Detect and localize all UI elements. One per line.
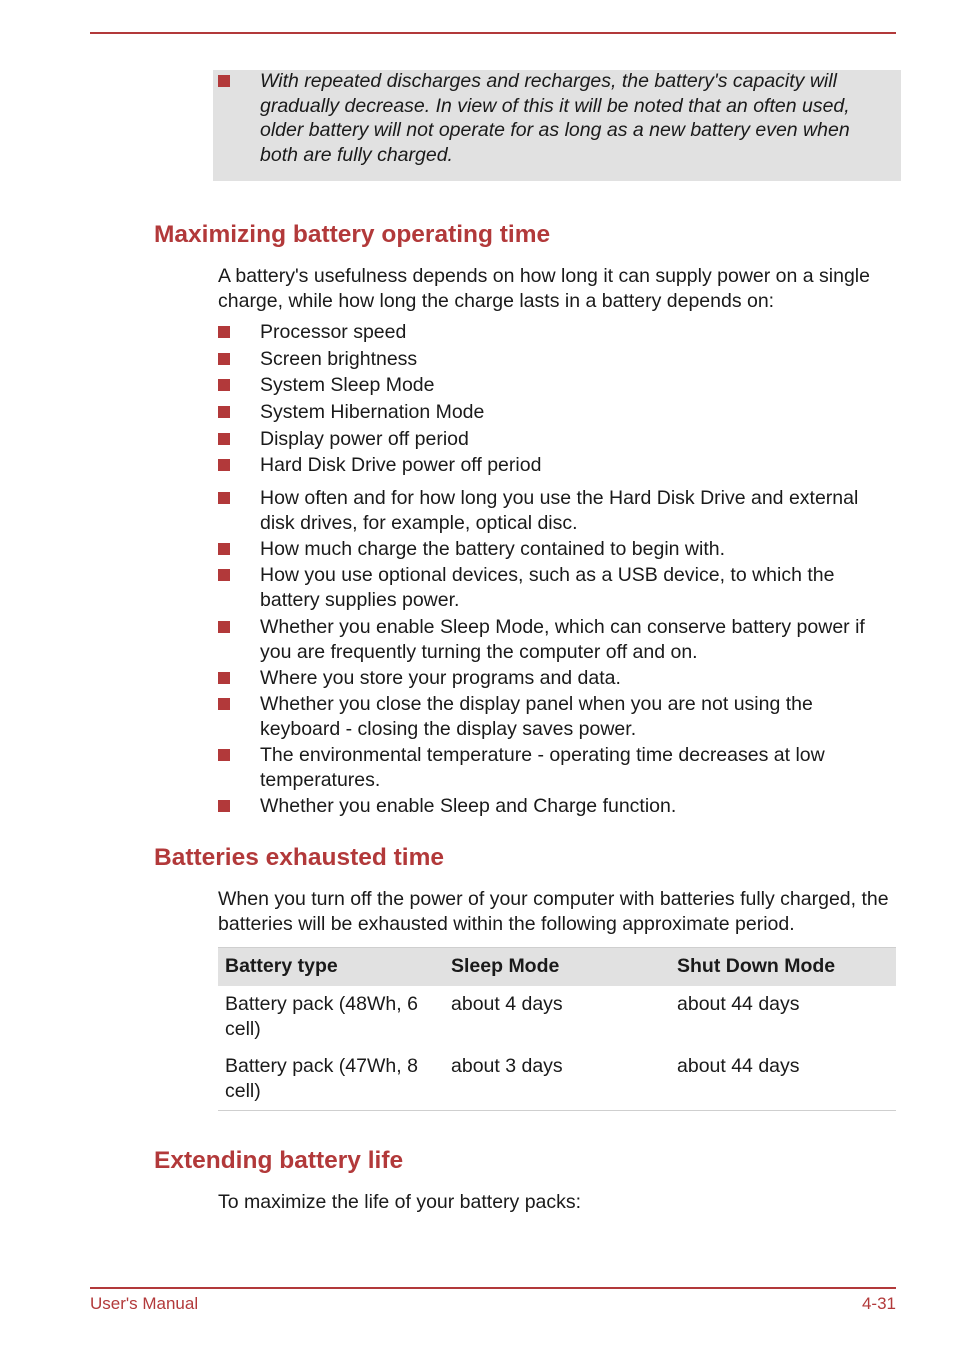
list-item: Processor speed (260, 320, 896, 345)
footer-rule (90, 1287, 896, 1289)
table-row (218, 986, 896, 1048)
section-heading-exhausted: Batteries exhausted time (154, 844, 445, 871)
list-item: Whether you enable Sleep and Charge function. (260, 794, 896, 819)
header-rule (90, 32, 896, 34)
list-item: The environmental temperature - operating time decreases at low temperatures. (260, 743, 896, 792)
list-item: Screen brightness (260, 347, 896, 372)
column-header: Battery type (218, 948, 444, 987)
battery-time-table (218, 947, 896, 1111)
bullet-square-icon (218, 75, 230, 87)
table-row (218, 1048, 896, 1111)
section-intro-maximizing: A battery's usefulness depends on how long it can supply power on a single charge, while how long the charge lasts in a battery depends on: (218, 265, 870, 312)
table-cell: Battery pack (47Wh, 8 cell) (225, 1055, 418, 1102)
note-text: With repeated discharges and recharges, the battery's capacity will gradually decrease. In view of this it will be noted that an often used, older battery will not operate for as long as a new battery even when both are fully charged. (260, 70, 850, 166)
list-item: Whether you close the display panel when you are not using the keyboard - closing the display saves power. (260, 692, 896, 741)
table-cell: about 3 days (451, 1055, 563, 1078)
list-item: Where you store your programs and data. (260, 666, 896, 691)
list-item: System Sleep Mode (260, 373, 896, 398)
footer-page-number: 4-31 (861, 1294, 896, 1313)
column-header: Shut Down Mode (670, 948, 896, 987)
table-cell: Battery pack (48Wh, 6 cell) (225, 993, 418, 1040)
list-item: Whether you enable Sleep Mode, which can conserve battery power if you are frequently turning the computer off and on. (260, 615, 896, 664)
list-item: Display power off period (260, 427, 896, 452)
list-item: How much charge the battery contained to begin with. (260, 537, 896, 562)
section-intro-exhausted: When you turn off the power of your computer with batteries fully charged, the batteries will be exhausted within the following approximate period. (218, 888, 889, 935)
section-heading-extending: Extending battery life (154, 1147, 404, 1174)
list-item: System Hibernation Mode (260, 400, 896, 425)
column-header: Sleep Mode (444, 948, 670, 987)
table-cell: about 44 days (677, 1055, 800, 1078)
section-intro-extending: To maximize the life of your battery packs: (218, 1191, 582, 1213)
list-item: How often and for how long you use the Hard Disk Drive and external disk drives, for example, optical disc. (260, 486, 896, 535)
table-cell: about 44 days (677, 993, 800, 1015)
section-heading-maximizing: Maximizing battery operating time (154, 221, 551, 248)
table-cell: about 4 days (451, 993, 563, 1015)
list-item: Hard Disk Drive power off period (260, 453, 896, 478)
footer-manual-title: User's Manual (90, 1294, 199, 1313)
list-item: How you use optional devices, such as a USB device, to which the battery supplies power. (260, 563, 896, 612)
table-header-row (218, 948, 896, 987)
